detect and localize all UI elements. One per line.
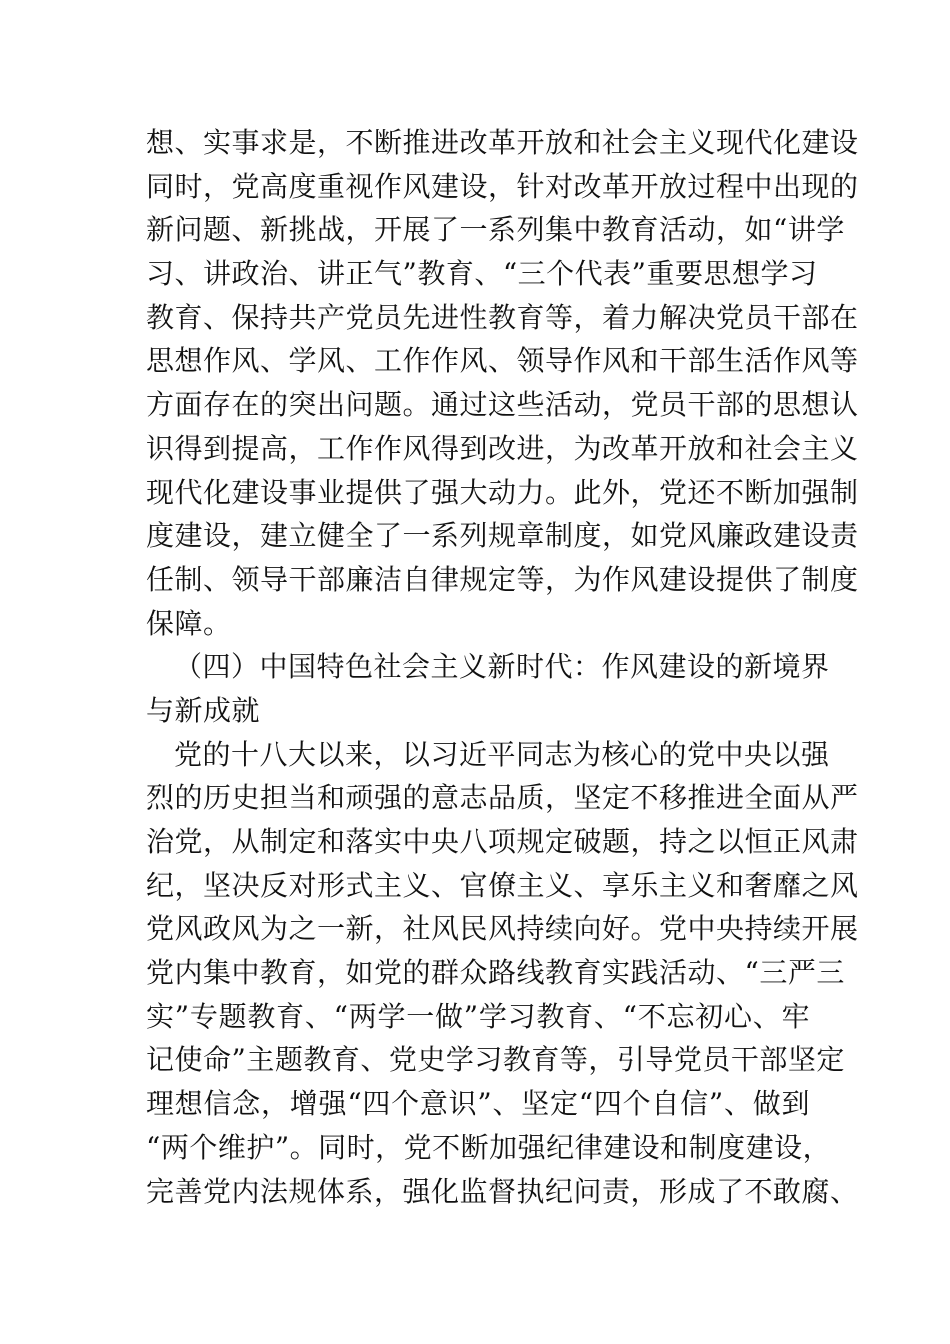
text-line: 烈的历史担当和顽强的意志品质，坚定不移推进全面从严: [146, 781, 859, 815]
text-line: “两个维护”。同时，党不断加强纪律建设和制度建设，: [146, 1130, 832, 1164]
text-line: 想、实事求是，不断推进改革开放和社会主义现代化建设: [146, 126, 859, 159]
text-line: 识得到提高，工作作风得到改进，为改革开放和社会主义: [146, 431, 859, 465]
text-line: 治党，从制定和落实中央八项规定破题，持之以恒正风肃: [146, 825, 859, 858]
text-line: 纪，坚决反对形式主义、官僚主义、享乐主义和奢靡之风: [146, 868, 859, 902]
text-line: 习、讲政治、讲正气”教育、“三个代表”重要思想学习: [146, 257, 818, 291]
text-line: 保障。: [146, 606, 232, 640]
text-line: 党内集中教育，如党的群众路线教育实践活动、“三严三: [146, 956, 845, 990]
text-line: 记使命”主题教育、党史学习教育等，引导党员干部坚定: [146, 1043, 845, 1077]
text-line: 新问题、新挑战，开展了一系列集中教育活动，如“讲学: [146, 213, 845, 247]
text-line: 实”专题教育、“两学一做”学习教育、“不忘初心、牢: [146, 999, 810, 1033]
text-line: 教育、保持共产党员先进性教育等，着力解决党员干部在: [146, 300, 859, 334]
section-heading-continued: 与新成就: [146, 693, 261, 727]
text-line: 理想信念，增强“四个意识”、坚定“四个自信”、做到: [146, 1087, 810, 1121]
text-line: 任制、领导干部廉洁自律规定等，为作风建设提供了制度: [146, 562, 859, 596]
text-line: 现代化建设事业提供了强大动力。此外，党还不断加强制: [146, 475, 859, 509]
text-line: 完善党内法规体系，强化监督执纪问责，形成了不敢腐、: [146, 1174, 859, 1208]
body-text: [146, 121, 859, 1213]
text-line: 党的十八大以来，以习近平同志为核心的党中央以强: [174, 737, 830, 771]
text-line: 方面存在的突出问题。通过这些活动，党员干部的思想认: [146, 388, 859, 422]
text-line: 党风政风为之一新，社风民风持续向好。党中央持续开展: [146, 912, 859, 946]
text-line: 同时，党高度重视作风建设，针对改革开放过程中出现的: [146, 169, 859, 203]
section-heading: （四）中国特色社会主义新时代：作风建设的新境界: [174, 650, 830, 684]
text-line: 度建设，建立健全了一系列规章制度，如党风廉政建设责: [146, 519, 859, 553]
text-line: 思想作风、学风、工作作风、领导作风和干部生活作风等: [146, 344, 859, 378]
